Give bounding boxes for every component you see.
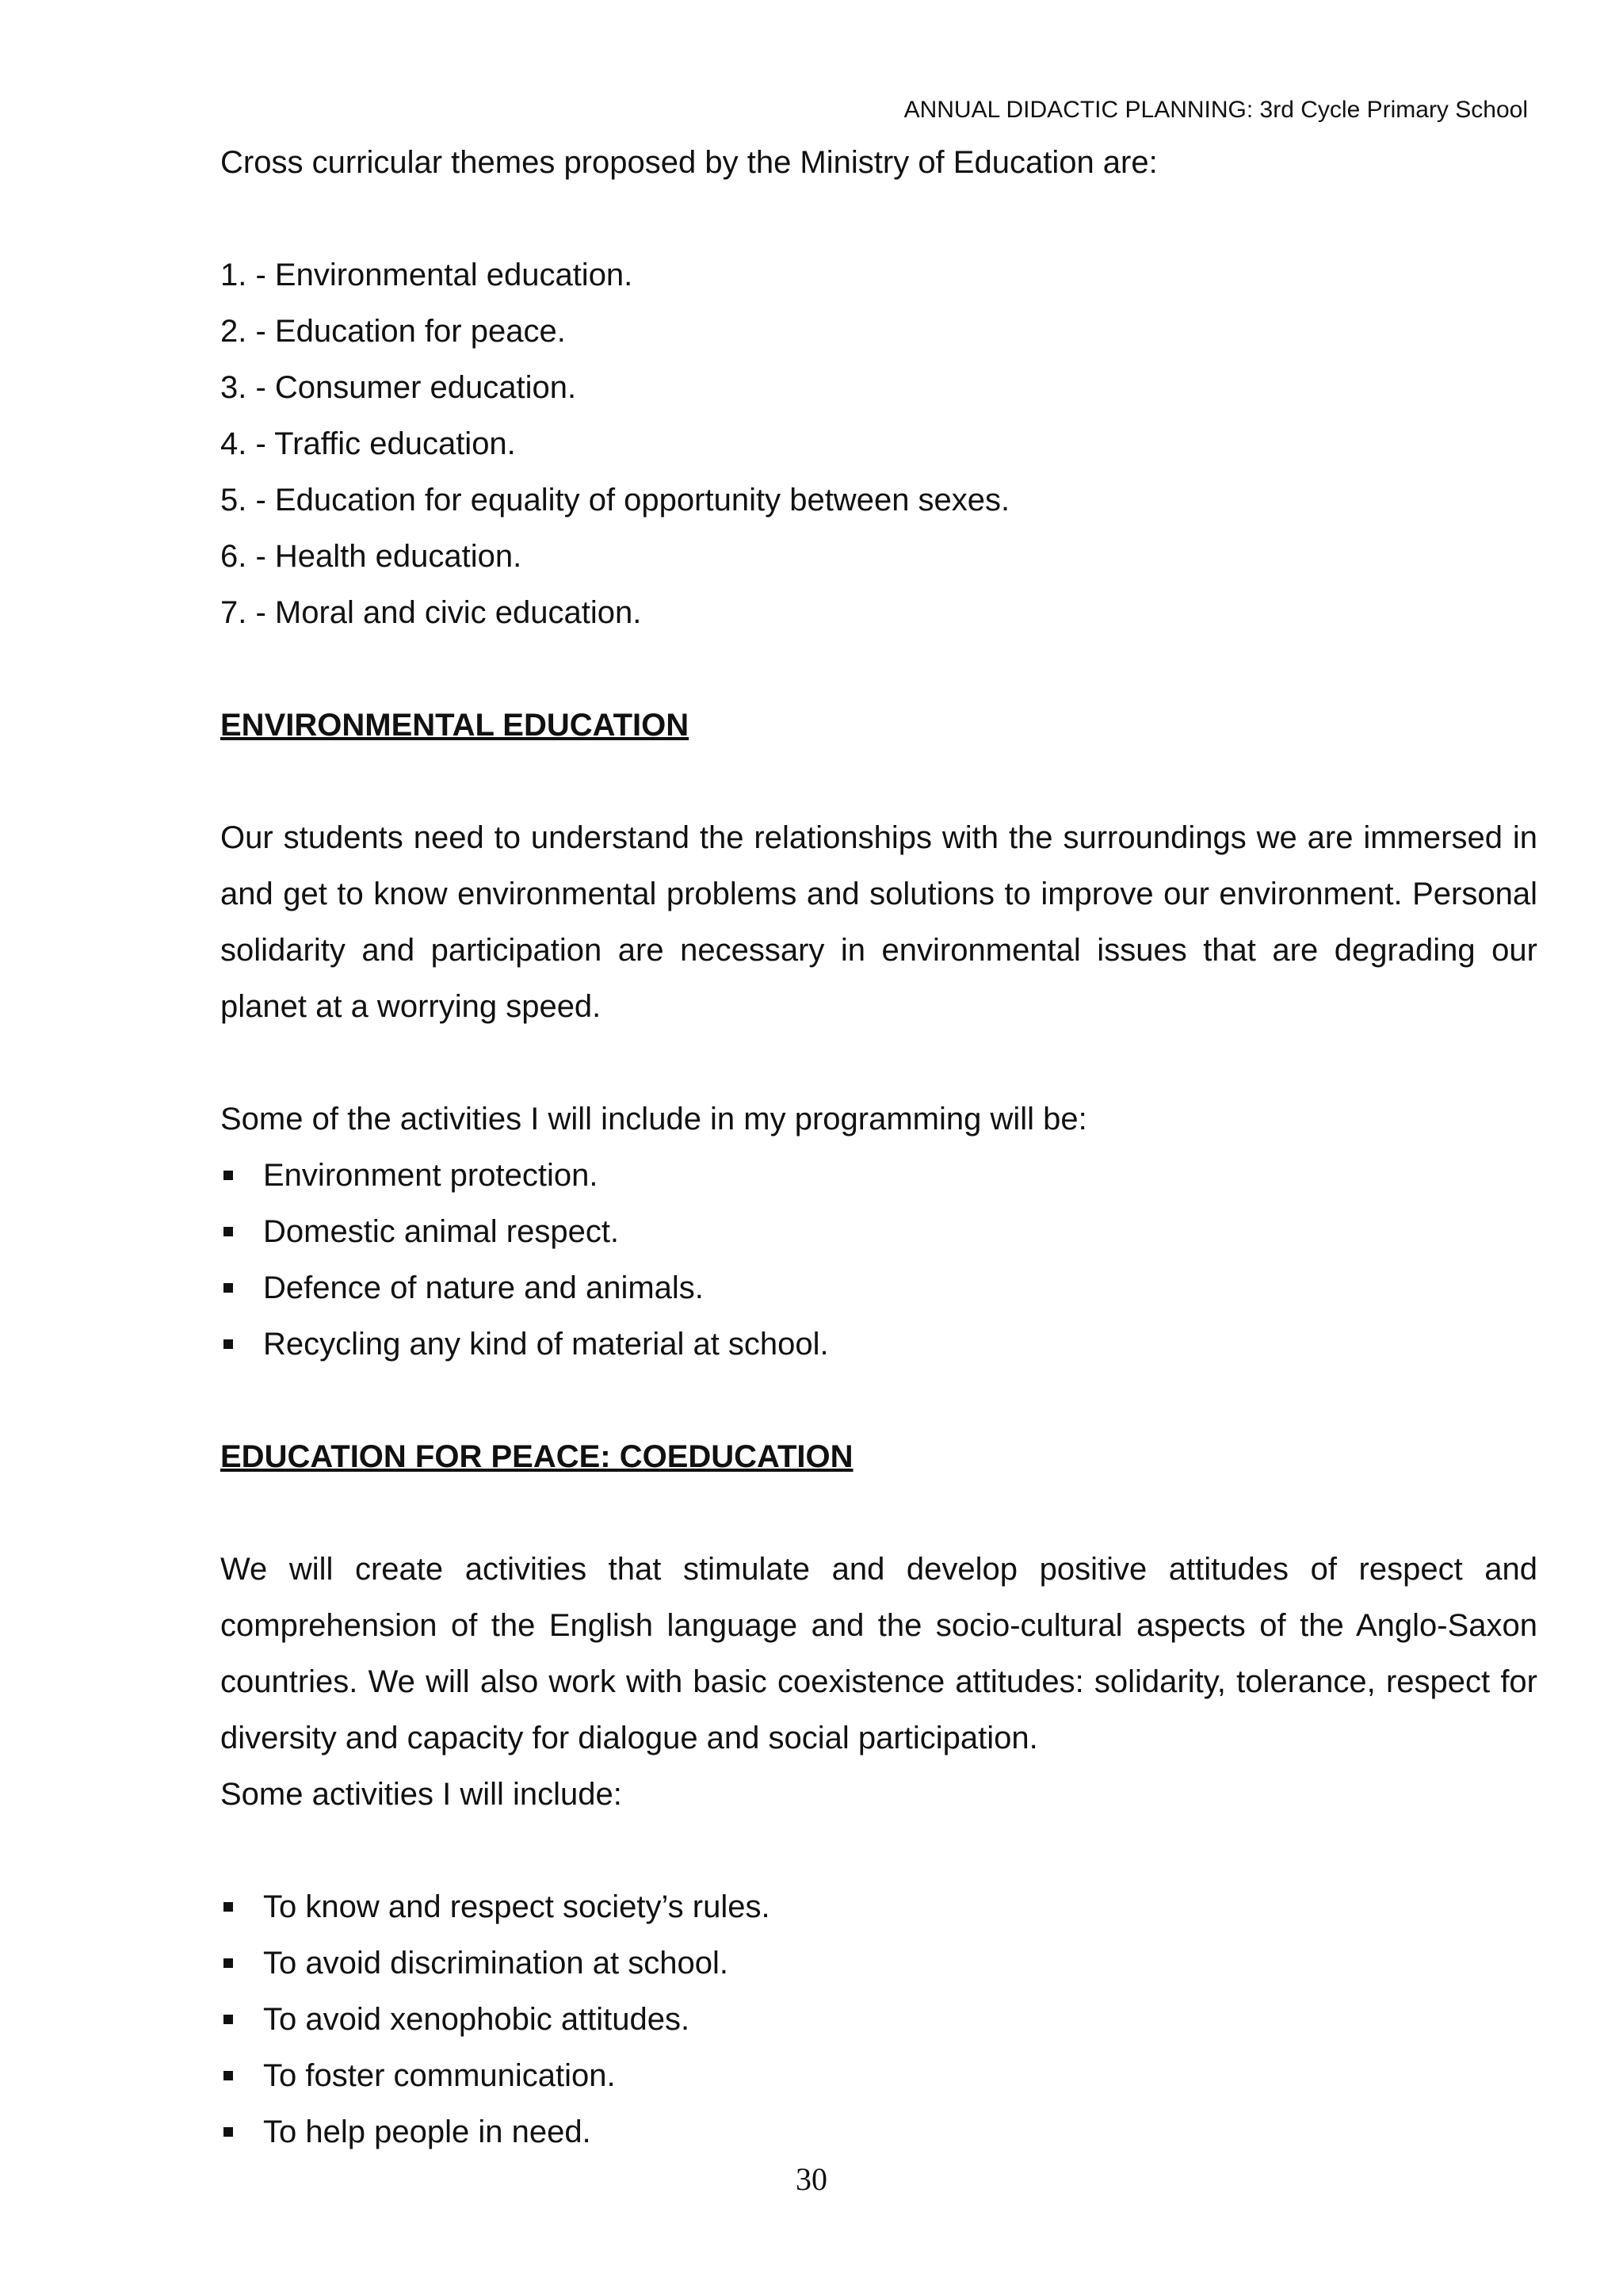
intro-text: Cross curricular themes proposed by the Ministry of Education are: [220,145,1158,180]
list-item: 3. - Consumer education. [220,370,577,405]
peace-activities-list [220,1879,1537,2160]
list-item-text: Environment protection. [263,1158,598,1193]
environmental-paragraph: Our students need to understand the relationships with the surroundings we are immersed in and get to know environmental problems and solutions to improve our environment. Personal solidarity and participation are necessary in environmental issues that are degrading our planet at a worrying speed. [220,820,1537,1024]
list-item [220,1204,1537,1260]
list-item-text: To help people in need. [263,2115,591,2149]
section-heading-environmental: ENVIRONMENTAL EDUCATION [220,708,689,743]
peace-activities-intro: Some activities I will include: [220,1777,622,1812]
list-item: 7. - Moral and civic education. [220,595,642,630]
environmental-activities-intro: Some of the activities I will include in my programming will be: [220,1102,1087,1137]
list-item [220,1992,1537,2048]
list-item-text: Recycling any kind of material at school. [263,1327,829,1362]
list-item-text: To know and respect society’s rules. [263,1889,770,1924]
list-item [220,1148,1537,1204]
square-bullet-icon [223,1283,233,1293]
peace-paragraph: We will create activities that stimulate and develop positive attitudes of respect and comprehension of the English language and the socio-cultural aspects of the Anglo-Saxon countries. We will also work with basic coexistence attitudes: solidarity, tolerance, respect for diversity and capacity for dialogue and social participation. [220,1552,1537,1755]
environmental-activities-list [220,1148,1537,1373]
themes-list [220,247,1537,641]
square-bullet-icon [223,1171,233,1180]
list-item: 5. - Education for equality of opportunity between sexes. [220,483,1010,518]
list-item [220,1260,1537,1316]
square-bullet-icon [223,1339,233,1349]
section-heading-peace: EDUCATION FOR PEACE: COEDUCATION [220,1439,854,1474]
list-item [220,1316,1537,1373]
list-item: 4. - Traffic education. [220,426,516,461]
list-item [220,1935,1537,1992]
page-content [220,135,1537,2160]
list-item: 1. - Environmental education. [220,258,633,292]
square-bullet-icon [223,2071,233,2080]
square-bullet-icon [223,1958,233,1968]
square-bullet-icon [223,2015,233,2024]
list-item: 2. - Education for peace. [220,314,566,349]
list-item: 6. - Health education. [220,539,522,574]
square-bullet-icon [223,2127,233,2137]
square-bullet-icon [223,1227,233,1236]
list-item [220,1879,1537,1935]
list-item-text: To avoid xenophobic attitudes. [263,2002,690,2037]
list-item-text: Defence of nature and animals. [263,1270,704,1305]
running-header: ANNUAL DIDACTIC PLANNING: 3rd Cycle Primary School [903,97,1528,123]
list-item-text: To avoid discrimination at school. [263,1946,728,1981]
list-item-text: Domestic animal respect. [263,1214,620,1249]
square-bullet-icon [223,1902,233,1912]
list-item-text: To foster communication. [263,2058,616,2093]
list-item [220,2104,1537,2160]
page-number: 30 [796,2161,827,2197]
list-item [220,2048,1537,2104]
